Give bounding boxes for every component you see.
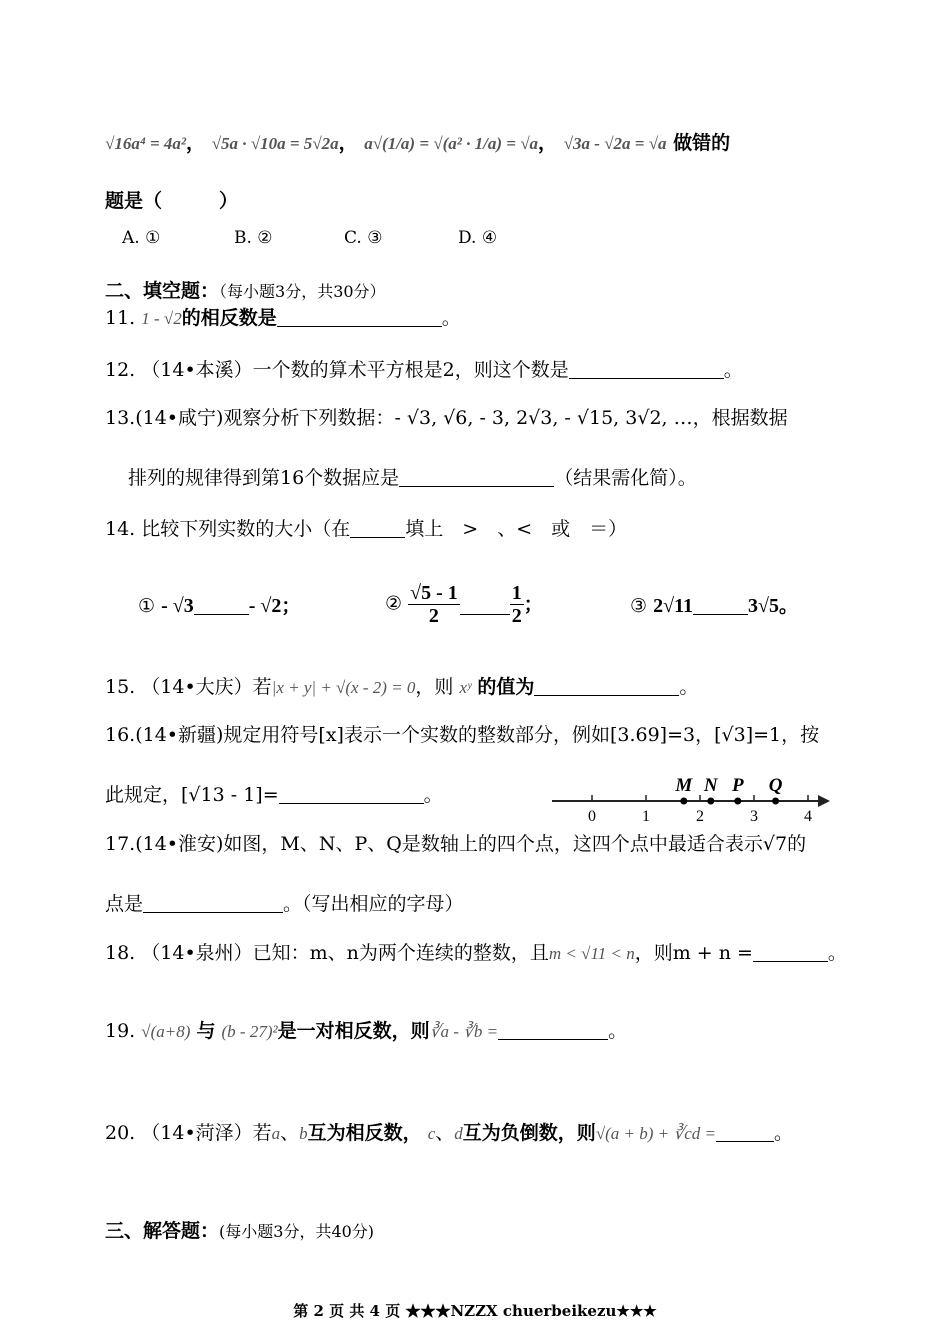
- q13-answer-blank[interactable]: [399, 466, 554, 487]
- q14-c3-label: ③: [630, 595, 648, 617]
- number-line-point-label-Q: Q: [768, 775, 783, 796]
- q10-choice-c: C. ③: [344, 228, 383, 248]
- number-line-arrow: [818, 795, 830, 807]
- q14-text: 比较下列实数的大小（在: [141, 518, 351, 540]
- number-line-figure: [548, 766, 838, 828]
- number-line-tick-label-3: 3: [750, 808, 758, 825]
- q10-choice-b: B. ②: [234, 228, 273, 248]
- q20-num: 20.: [105, 1122, 136, 1144]
- number-line-point-M: [680, 798, 687, 805]
- q10-choice-a: A. ①: [122, 228, 161, 248]
- q20-d: d: [454, 1124, 463, 1143]
- number-line-tick-label-0: 0: [588, 808, 596, 825]
- q16-line2: [105, 782, 443, 808]
- section2-heading: [105, 278, 386, 305]
- q13-line2-end: （结果需化简）。: [554, 467, 697, 489]
- q14-c2-label: ②: [385, 592, 403, 615]
- q13-seq: - √3, √6, - 3, 2√3, - √15, 3√2, …: [394, 407, 693, 429]
- q11-expr: 1 - √2: [141, 309, 182, 328]
- section3-note: (每小题3分，共40分): [219, 1222, 375, 1241]
- q19-expr3: ∛a - ∛b =: [429, 1022, 499, 1041]
- q15-text: （14•大庆）若: [141, 676, 272, 698]
- q16-end: 。: [423, 784, 443, 806]
- q20-answer-blank[interactable]: [716, 1121, 774, 1142]
- q14-c2-right-fraction: [510, 582, 524, 627]
- q14-c1-blank[interactable]: [194, 594, 249, 615]
- q14-c2-rnum: 1: [511, 582, 522, 604]
- q14-c2-num: √5 - 1: [410, 582, 458, 604]
- q15-text2: ，则: [415, 676, 454, 698]
- q20-text2: 互为相反数，: [307, 1122, 422, 1144]
- q15-expr: |x + y| + √(x - 2) = 0: [271, 678, 416, 697]
- q20-b: b: [299, 1124, 308, 1143]
- q20-end: 。: [774, 1122, 794, 1144]
- number-line-point-P: [734, 798, 741, 805]
- q14-text2: 填上 > 、< 或 ＝）: [405, 518, 628, 540]
- q14-inline-blank: [350, 517, 405, 538]
- q14-c1-end: ；: [281, 595, 301, 617]
- q10-line1: √16a⁴ = 4a²， √5a · √10a = 5√2a， a√(1/a) = √(a² · 1/a) = √a， √3a - √2a = √a 做错的: [105, 132, 731, 154]
- q14-c2-left-fraction: [408, 582, 460, 627]
- q20-a: a: [271, 1124, 281, 1143]
- number-line-point-N: [707, 798, 714, 805]
- q17-line2-text: 点是: [105, 893, 144, 915]
- q15-text3: 的值为: [477, 676, 535, 698]
- q10-expr1: √16a⁴ = 4a²: [105, 134, 187, 153]
- q17-end: 。（写出相应的字母）: [283, 893, 464, 915]
- q20-sep: 、: [280, 1122, 300, 1144]
- q19-end: 。: [608, 1020, 628, 1042]
- q12-answer-blank[interactable]: [569, 358, 724, 379]
- q14-compare-1: [138, 582, 300, 630]
- q13-line1: [105, 405, 788, 431]
- q12-text: （14•本溪）一个数的算术平方根是2，则这个数是: [141, 359, 569, 381]
- q12-end: 。: [723, 359, 743, 381]
- q18-text: （14•泉州）已知：m、n为两个连续的整数，且: [141, 942, 549, 964]
- section3-heading: [105, 1218, 374, 1245]
- q15-answer-blank[interactable]: [534, 675, 679, 696]
- q20-text: （14•菏泽）若: [141, 1122, 272, 1144]
- q10-line2: 题是（ ）: [105, 190, 239, 212]
- q10-expr3: a√(1/a) = √(a² · 1/a) = √a: [364, 134, 539, 153]
- q20: [105, 1120, 793, 1147]
- q18-answer-blank[interactable]: [753, 941, 828, 962]
- number-line-point-label-M: M: [675, 775, 693, 796]
- q18: [105, 940, 847, 967]
- q11-end: 。: [441, 307, 461, 329]
- q14-c2-blank[interactable]: [460, 594, 510, 615]
- number-line-point-Q: [772, 798, 779, 805]
- section3-title: 三、解答题：: [105, 1220, 220, 1242]
- q18-end: 。: [827, 942, 847, 964]
- number-line-point-label-N: N: [703, 775, 718, 796]
- q19-num: 19.: [105, 1020, 136, 1042]
- q17-line2: [105, 891, 464, 917]
- q17-num: 17.: [105, 833, 136, 855]
- q14-c1-left: - √3: [161, 595, 194, 617]
- q12: [105, 357, 743, 383]
- q16-line1: [105, 722, 819, 748]
- q19-answer-blank[interactable]: [498, 1019, 608, 1040]
- q18-text2: ，则m + n =: [634, 942, 753, 964]
- q18-expr: m < √11 < n: [548, 944, 635, 963]
- q12-num: 12.: [105, 359, 136, 381]
- q16-text: (14•新疆)规定用符号[x]表示一个实数的整数部分，例如[3.69]=3，[√3]=1，按: [135, 724, 820, 746]
- q14-c3-right: 3√5: [747, 595, 779, 617]
- number-line-tick-label-4: 4: [804, 808, 812, 825]
- q14-c1-label: ①: [138, 595, 156, 617]
- page-footer: 第 2 页 共 4 页 ★★★NZZX chuerbeikezu★★★: [293, 1302, 657, 1320]
- q14-num: 14.: [105, 518, 136, 540]
- q17-text: (14•淮安)如图，M、N、P、Q是数轴上的四个点，这四个点中最适合表示√7的: [135, 833, 807, 855]
- q19-expr2: (b - 27)²: [221, 1022, 278, 1041]
- q14-c2-rden: 2: [511, 605, 522, 627]
- q10-expr4: √3a - √2a = √a: [563, 134, 667, 153]
- q19: [105, 1018, 627, 1045]
- q14-c3-end: 。: [778, 595, 798, 617]
- section2-title: 二、填空题：: [105, 280, 220, 302]
- q15: [105, 674, 698, 701]
- q16-answer-blank[interactable]: [279, 783, 424, 804]
- q13-num: 13.: [105, 407, 136, 429]
- q11-answer-blank[interactable]: [277, 306, 442, 327]
- q13-line2-text: 排列的规律得到第16个数据应是: [128, 467, 400, 489]
- q14-compare-3: [630, 582, 798, 630]
- q11-text: 的相反数是: [181, 307, 277, 329]
- q10-expr2: √5a · √10a = 5√2a: [211, 134, 339, 153]
- q14-c3-left: 2√11: [653, 595, 693, 617]
- q18-num: 18.: [105, 942, 136, 964]
- q20-c: c: [427, 1124, 436, 1143]
- q16-num: 16.: [105, 724, 136, 746]
- number-line-tick-label-2: 2: [696, 808, 704, 825]
- q15-num: 15.: [105, 676, 136, 698]
- q20-text3: 互为负倒数，则: [462, 1122, 596, 1144]
- q10-choice-d: D. ④: [458, 228, 498, 248]
- q14-c2-den: 2: [428, 605, 439, 627]
- q19-text2: 是一对相反数，则: [277, 1020, 430, 1042]
- q13-tail: ，根据数据: [692, 407, 788, 429]
- q19-text: 与: [196, 1020, 216, 1042]
- q14-line1: [105, 516, 627, 542]
- q15-expr2: xʸ: [459, 678, 472, 697]
- q11-num: 11.: [105, 307, 136, 329]
- q14-c1-right: - √2: [248, 595, 282, 617]
- q14-compare-2: [385, 582, 543, 627]
- q20-sep2: 、: [435, 1122, 455, 1144]
- q14-c2-end: ；: [523, 593, 543, 616]
- q14-c3-blank[interactable]: [693, 594, 748, 615]
- q17-answer-blank[interactable]: [143, 892, 283, 913]
- q10-tail: 做错的: [673, 132, 731, 154]
- number-line-point-label-P: P: [731, 775, 744, 796]
- q15-end: 。: [679, 676, 699, 698]
- q20-expr: √(a + b) + ∛cd =: [595, 1124, 717, 1143]
- q11: [105, 305, 461, 332]
- number-line-tick-label-1: 1: [642, 808, 650, 825]
- q16-line2-text: 此规定，[√13 - 1]=: [105, 784, 279, 806]
- q13-text: (14•咸宁)观察分析下列数据：: [135, 407, 395, 429]
- section2-note: （每小题3分，共30分）: [219, 282, 386, 301]
- q19-expr1: √(a+8): [141, 1022, 191, 1041]
- q17-line1: [105, 831, 806, 857]
- q13-line2: [128, 465, 697, 491]
